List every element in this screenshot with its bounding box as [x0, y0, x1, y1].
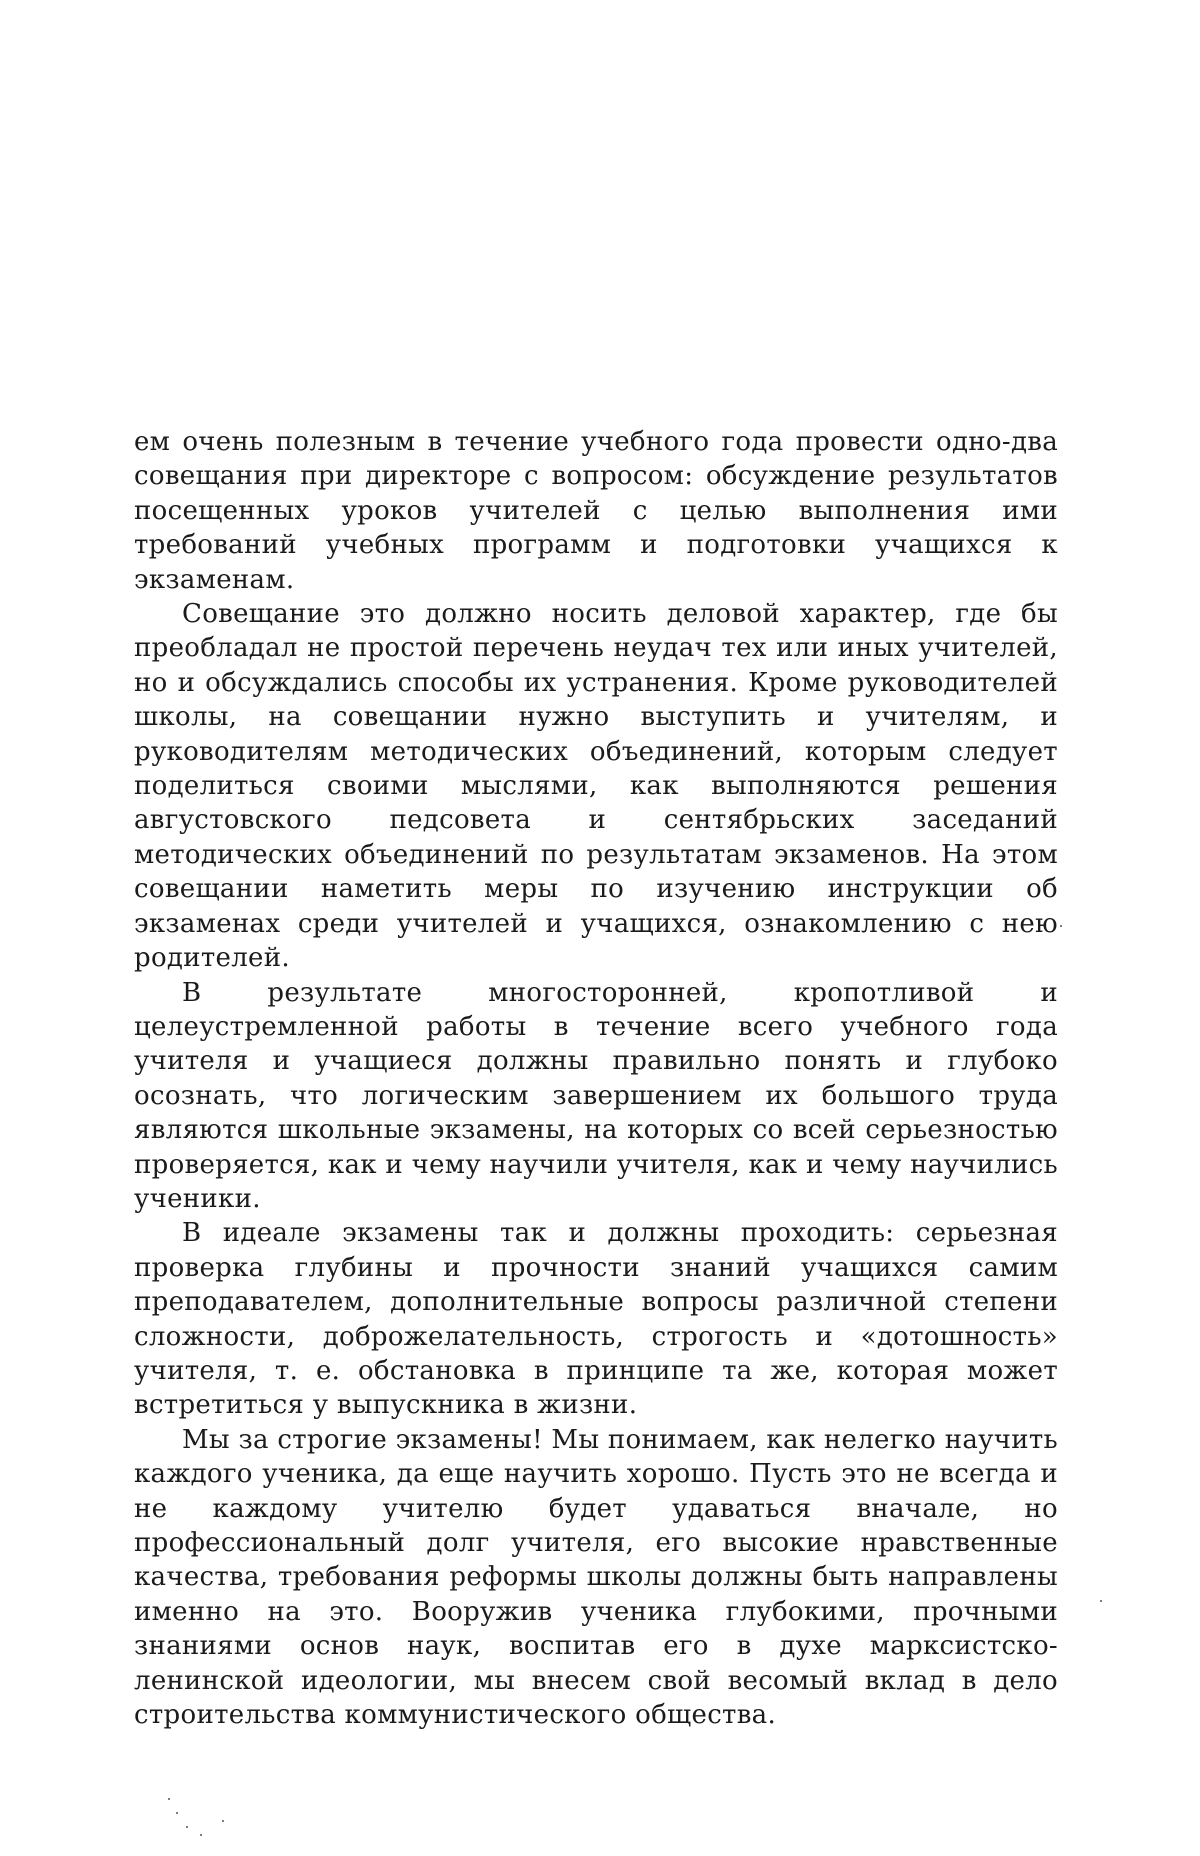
scan-speck: [176, 1812, 178, 1814]
paragraph-1: ем очень полезным в течение учебного года провести одно-два совещания при директоре с вопросом: обсуждение результатов посещенных уроков учителей с целью выполнения ими требований учебных программ и подготовки учащихся к экзаменам.: [134, 427, 1058, 595]
scan-speck: [200, 1834, 202, 1836]
scan-speck: [1060, 925, 1062, 927]
scan-speck: [186, 1826, 188, 1828]
scan-speck: [222, 1820, 224, 1822]
paragraph-4: В идеале экзамены так и должны проходить: серьезная проверка глубины и прочности знаний учащихся самим преподавателем, дополнительные вопросы различной степени сложности, доброжелательность, строгость и «дотошность» учителя, т. е. обстановка в принципе та же, которая может встретиться у выпускника в жизни.: [134, 1218, 1058, 1421]
paragraph-5: Мы за строгие экзамены! Мы понимаем, как нелегко научить каждого ученика, да еще научить хорошо. Пусть это не всегда и не каждому учителю будет удаваться вначале, но профессиональный долг учителя, его высокие нравственные качества, требования реформы школы должны быть направлены именно на это. Вооружив ученика глубокими, прочными знаниями основ наук, воспитав его в духе марксистско-ленинской идеологии, мы внесем свой весомый вклад в дело строительства коммунистического общества.: [134, 1424, 1058, 1731]
scan-speck: [168, 1798, 170, 1800]
scan-speck: [1100, 1600, 1102, 1602]
paragraph-2: Совещание это должно носить деловой характер, где бы преобладал не простой перечень неудач тех или иных учителей, но и обсуждались способы их устранения. Кроме руководителей школы, на совещании нужно выступить и учителям, и руководителям методических объединений, которым следует поделиться своими мыслями, как выполняются решения августовского педсовета и сентябрьских заседаний методических объединений по результатам экзаменов. На этом совещании наметить меры по изучению инструкции об экзаменах среди учителей и учащихся, ознакомлению с нею родителей.: [134, 599, 1058, 974]
paragraph-3: В результате многосторонней, кропотливой и целеустремленной работы в течение всего учебного года учителя и учащиеся должны правильно понять и глубоко осознать, что логическим завершением их большого труда являются школьные экзамены, на которых со всей серьезностью проверяется, как и чему научили учителя, как и чему научились ученики.: [134, 977, 1058, 1214]
body-text: [134, 425, 1058, 1732]
